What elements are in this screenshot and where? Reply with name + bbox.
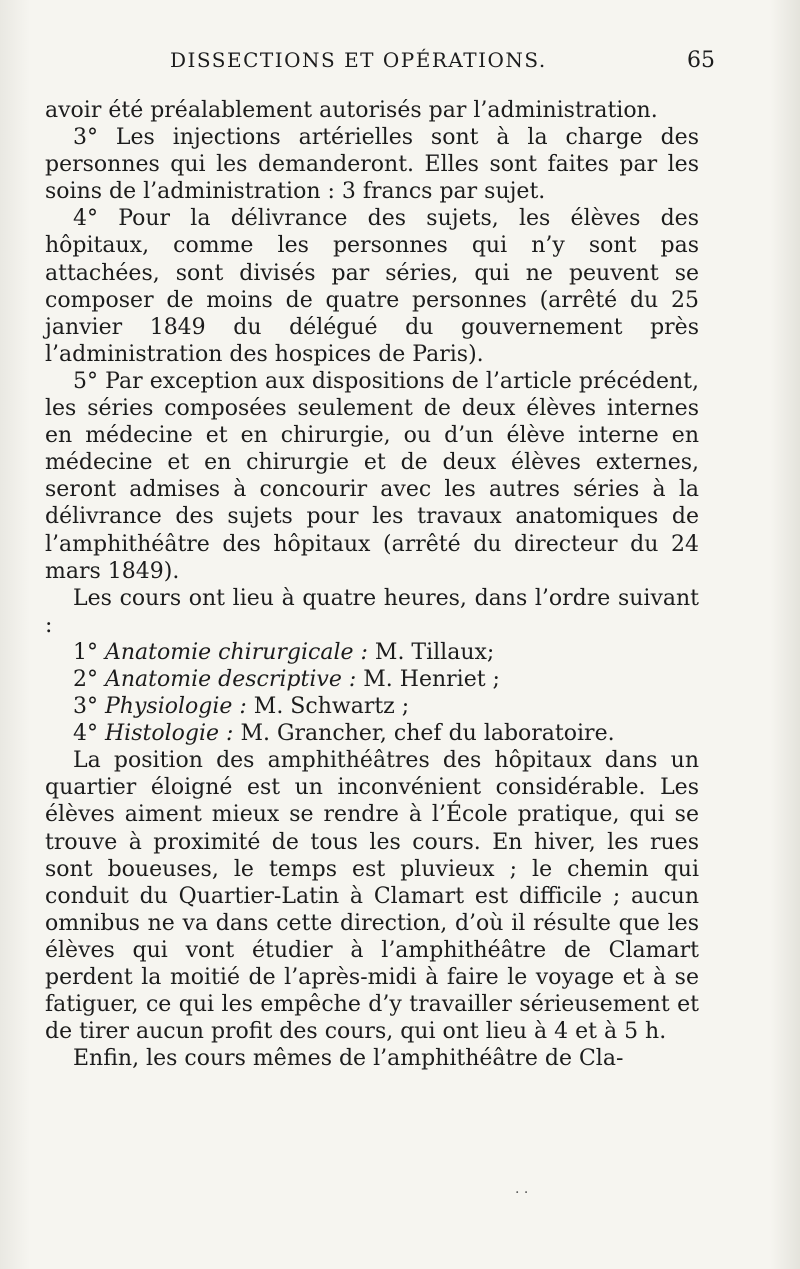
course-teacher: M. Tillaux; — [374, 639, 495, 665]
course-teacher: M. Henriet ; — [363, 666, 500, 692]
running-title: DISSECTIONS ET OPÉRATIONS. — [170, 48, 547, 72]
course-number: 3° — [73, 694, 98, 720]
paragraph-item-3: 3° Les injections artérielles sont à la charge des personnes qui les demanderont. Elles sont faites par les soins de l’administration : 3 francs par sujet. — [45, 125, 699, 205]
course-item — [45, 720, 699, 747]
course-subject: Histologie : — [105, 721, 234, 747]
course-item — [45, 693, 699, 720]
course-number: 4° — [73, 721, 98, 747]
course-number: 2° — [73, 666, 98, 692]
course-number: 1° — [73, 639, 98, 665]
paragraph-amphitheatre-position: La position des amphithéâtres des hôpitaux dans un quartier éloigné est un inconvénient considérable. Les élèves aiment mieux se rendre à l’École pratique, qui se trouve à proximité de tous les cours. En hiver, les rues sont boueuses, le temps est pluvieux ; le chemin qui conduit du Quartier-Latin à Clamart est difficile ; aucun omnibus ne va dans cette direction, d’où il résulte que les élèves qui vont étudier à l’amphithéâtre de Clamart perdent la moitié de l’après-midi à faire le voyage et à se fatiguer, ce qui les empêche d’y travailler sérieusement et de tirer aucun profit des cours, qui ont lieu à 4 et à 5 h. — [45, 748, 699, 1045]
page-body — [45, 97, 699, 1072]
running-header — [170, 48, 715, 78]
course-subject: Anatomie descriptive : — [105, 666, 357, 692]
paragraph-continuation: avoir été préalablement autorisés par l’administration. — [45, 98, 658, 123]
course-item — [45, 666, 699, 693]
course-subject: Physiologie : — [105, 694, 247, 720]
print-speck-ornament: · · — [515, 1185, 529, 1201]
page-number: 65 — [687, 48, 715, 73]
paragraph-item-5: 5° Par exception aux dispositions de l’article précédent, les séries composées seulement de deux élèves internes en médecine et en chirurgie, ou d’un élève interne en médecine et en chirurgie et de deux élèves externes, seront admises à concourir avec les autres séries à la délivrance des sujets pour les travaux anatomiques de l’amphithéâtre des hôpitaux (arrêté du directeur du 24 mars 1849). — [45, 368, 699, 584]
course-list — [45, 639, 699, 747]
paragraph-item-4: 4° Pour la délivrance des sujets, les élèves des hôpitaux, comme les personnes qui n’y sont pas attachées, sont divisés par séries, qui ne peuvent se composer de moins de quatre personnes (arrêté du 25 janvier 1849 du délégué du gouvernement près l’administration des hospices de Paris). — [45, 206, 699, 367]
course-teacher: M. Grancher, chef du laboratoire. — [240, 721, 615, 747]
paragraph-course-intro: Les cours ont lieu à quatre heures, dans l’ordre suivant : — [45, 585, 699, 638]
paragraph-final: Enfin, les cours mêmes de l’amphithéâtre de Cla- — [73, 1046, 624, 1072]
course-item — [45, 639, 699, 666]
course-teacher: M. Schwartz ; — [253, 694, 410, 720]
course-subject: Anatomie chirurgicale : — [105, 639, 368, 665]
